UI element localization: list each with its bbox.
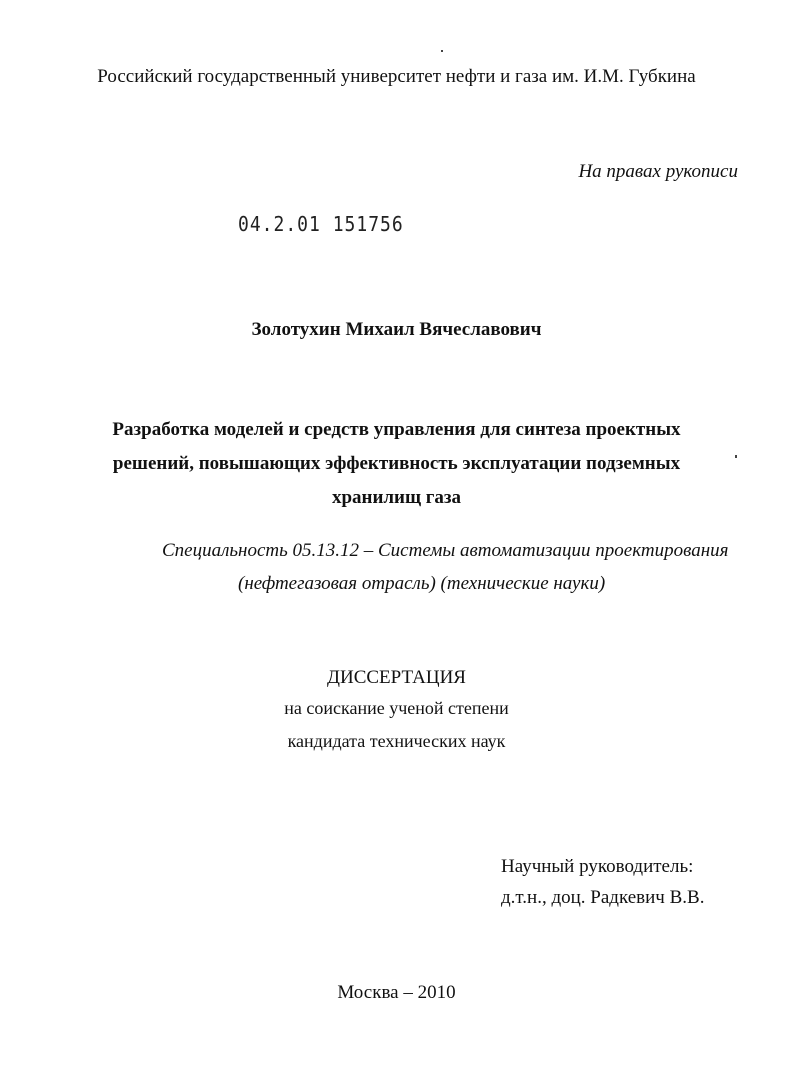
dissertation-title [0,413,793,515]
scan-speck [735,455,737,458]
advisor-name: д.т.н., доц. Радкевич В.В. [501,887,705,908]
manuscript-note: На правах рукописи [578,161,738,182]
advisor-label: Научный руководитель: [501,856,694,877]
degree-line-1: на соискание ученой степени [284,698,509,718]
title-line-2: решений, повышающих эффективность эксплуатации подземных [112,453,681,474]
specialty-line-2: (нефтегазовая отрасль) (технические науки) [238,573,606,594]
title-line-1: Разработка моделей и средств управления для синтеза проектных [112,419,681,440]
specialty-line-1: Специальность 05.13.12 – Системы автоматизации проектирования [162,540,729,561]
title-line-3: хранилищ газа [331,487,462,508]
author-name: Золотухин Михаил Вячеславович [251,319,542,340]
city-year: Москва – 2010 [337,982,456,1003]
university-name: Российский государственный университет нефти и газа им. И.М. Губкина [97,66,696,87]
stamp-number: 04.2.01 151756 [238,212,404,237]
dissertation-heading: ДИССЕРТАЦИЯ [327,667,466,688]
degree-line-2: кандидата технических наук [287,731,506,751]
scan-speck [441,50,443,52]
